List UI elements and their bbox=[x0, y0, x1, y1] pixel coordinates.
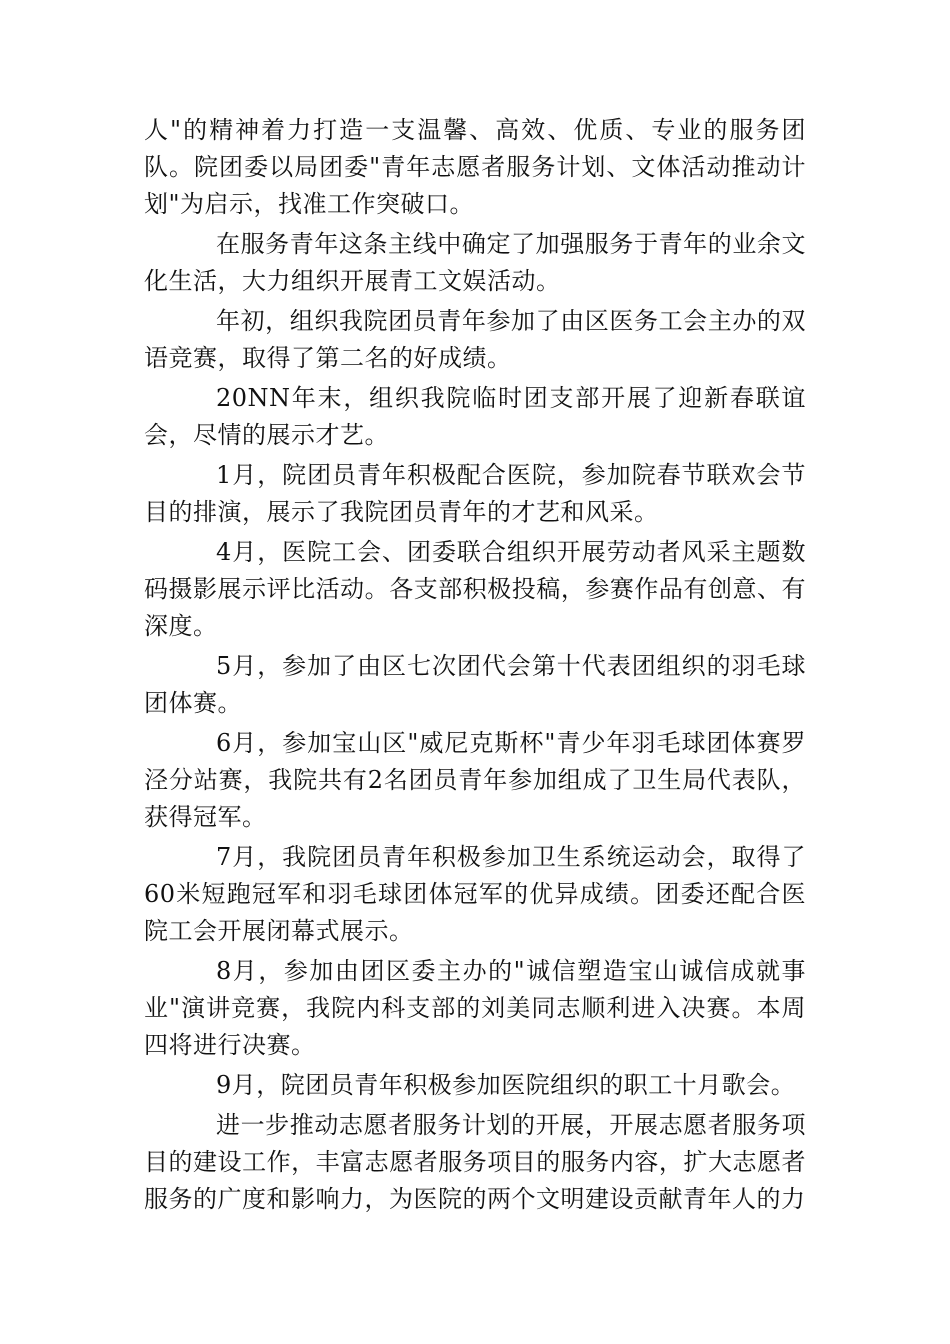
paragraph-10: 8月，参加由团区委主办的"诚信塑造宝山诚信成就事业"演讲竞赛，我院内科支部的刘美同志顺利进入决赛。本周四将进行决赛。 bbox=[144, 957, 806, 1059]
document-page bbox=[144, 112, 806, 1221]
paragraph-9: 7月，我院团员青年积极参加卫生系统运动会，取得了60米短跑冠军和羽毛球团体冠军的优异成绩。团委还配合医院工会开展闭幕式展示。 bbox=[144, 843, 806, 945]
paragraph-3: 年初，组织我院团员青年参加了由区医务工会主办的双语竞赛，取得了第二名的好成绩。 bbox=[144, 307, 806, 372]
paragraph-11: 9月，院团员青年积极参加医院组织的职工十月歌会。 bbox=[216, 1071, 796, 1099]
paragraph-7: 5月，参加了由区七次团代会第十代表团组织的羽毛球团体赛。 bbox=[144, 652, 806, 717]
paragraph-1: 人"的精神着力打造一支温馨、高效、优质、专业的服务团队。院团委以局团委"青年志愿者服务计划、文体活动推动计划"为启示，找准工作突破口。 bbox=[144, 116, 806, 218]
paragraph-4: 20NN年末，组织我院临时团支部开展了迎新春联谊会，尽情的展示才艺。 bbox=[144, 384, 806, 449]
paragraph-6: 4月，医院工会、团委联合组织开展劳动者风采主题数码摄影展示评比活动。各支部积极投稿，参赛作品有创意、有深度。 bbox=[144, 538, 806, 640]
paragraph-5: 1月，院团员青年积极配合医院，参加院春节联欢会节目的排演，展示了我院团员青年的才艺和风采。 bbox=[144, 461, 806, 526]
paragraph-8: 6月，参加宝山区"威尼克斯杯"青少年羽毛球团体赛罗泾分站赛，我院共有2名团员青年参加组成了卫生局代表队，获得冠军。 bbox=[144, 729, 806, 831]
paragraph-2: 在服务青年这条主线中确定了加强服务于青年的业余文化生活，大力组织开展青工文娱活动。 bbox=[144, 230, 806, 295]
paragraph-12: 进一步推动志愿者服务计划的开展，开展志愿者服务项目的建设工作，丰富志愿者服务项目的服务内容，扩大志愿者服务的广度和影响力，为医院的两个文明建设贡献青年人的力 bbox=[144, 1111, 806, 1213]
